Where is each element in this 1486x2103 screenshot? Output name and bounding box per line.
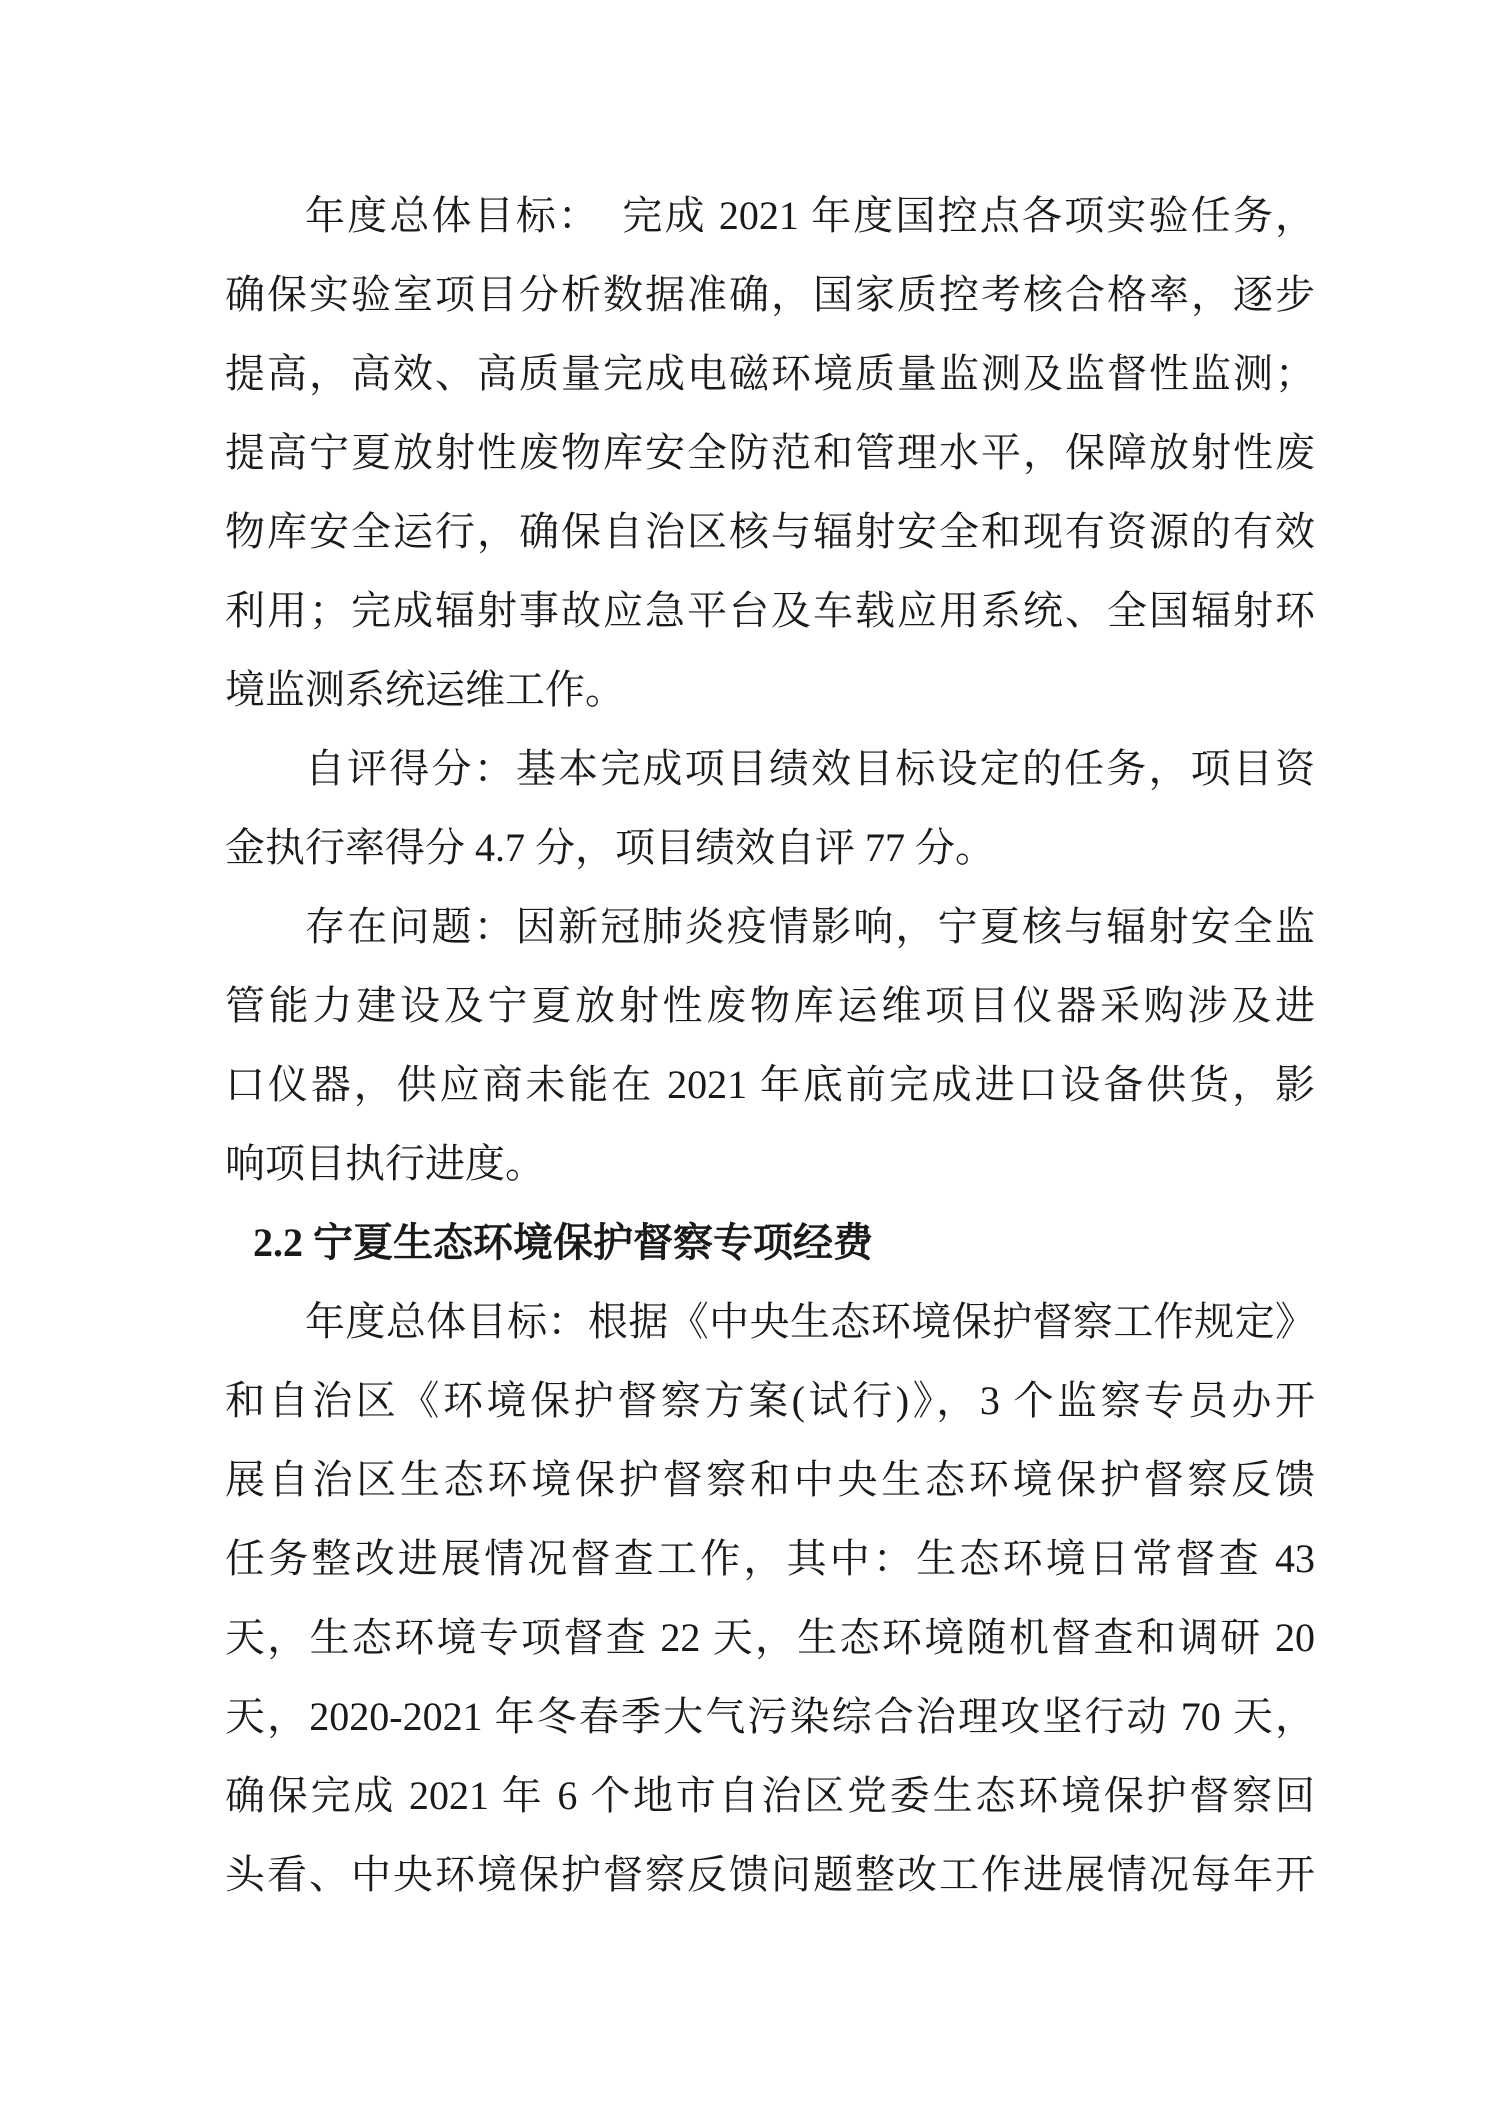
text-line: 确保完成 2021 年 6 个地市自治区党委生态环境保护督察回 [225,1773,1315,1818]
text-block [225,176,1315,1914]
text-line: 2.2 宁夏生态环境保护督察专项经费 [253,1220,873,1265]
text-line: 展自治区生态环境保护督察和中央生态环境保护督察反馈 [225,1457,1315,1502]
text-line: 境监测系统运维工作。 [225,667,625,712]
text-line: 物库安全运行，确保自治区核与辐射安全和现有资源的有效 [225,509,1315,554]
text-line: 和自治区《环境保护督察方案(试行)》，3 个监察专员办开 [225,1378,1315,1423]
text-line: 年度总体目标： 完成 2021 年度国控点各项实验任务， [305,193,1315,238]
text-line: 提高，高效、高质量完成电磁环境质量监测及监督性监测； [225,351,1315,396]
text-line: 天，生态环境专项督查 22 天，生态环境随机督查和调研 20 [225,1615,1315,1660]
text-line: 任务整改进展情况督查工作，其中：生态环境日常督查 43 [225,1536,1315,1581]
text-line: 自评得分：基本完成项目绩效目标设定的任务，项目资 [305,746,1315,791]
text-line: 口仪器，供应商未能在 2021 年底前完成进口设备供货，影 [225,1062,1315,1107]
text-line: 提高宁夏放射性废物库安全防范和管理水平，保障放射性废 [225,430,1315,475]
text-line: 年度总体目标：根据《中央生态环境保护督察工作规定》 [305,1299,1315,1344]
text-line: 确保实验室项目分析数据准确，国家质控考核合格率，逐步 [225,272,1315,317]
text-line: 金执行率得分 4.7 分，项目绩效自评 77 分。 [225,825,995,870]
text-line: 头看、中央环境保护督察反馈问题整改工作进展情况每年开 [225,1852,1315,1897]
text-line: 存在问题：因新冠肺炎疫情影响，宁夏核与辐射安全监 [305,904,1315,949]
text-line: 响项目执行进度。 [225,1141,545,1186]
text-line: 天，2020-2021 年冬春季大气污染综合治理攻坚行动 70 天， [225,1694,1315,1739]
text-line: 利用；完成辐射事故应急平台及车载应用系统、全国辐射环 [225,588,1315,633]
text-line: 管能力建设及宁夏放射性废物库运维项目仪器采购涉及进 [225,983,1315,1028]
